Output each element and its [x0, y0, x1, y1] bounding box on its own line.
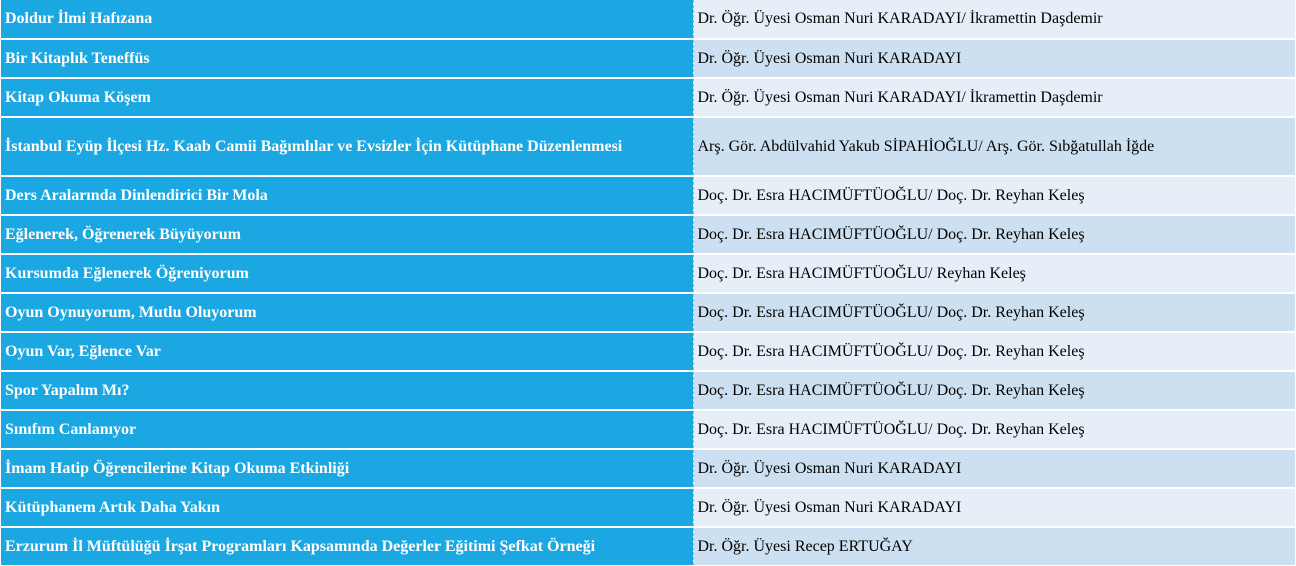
- responsible-cell: Doç. Dr. Esra HACIMÜFTÜOĞLU/ Doç. Dr. Reyhan Keleş: [693, 332, 1295, 371]
- project-cell: Spor Yapalım Mı?: [1, 371, 693, 410]
- table-row: [1, 488, 1295, 527]
- table-row: [1, 176, 1295, 215]
- responsible-cell: Dr. Öğr. Üyesi Osman Nuri KARADAYI/ İkramettin Daşdemir: [693, 0, 1295, 39]
- responsible-cell: Doç. Dr. Esra HACIMÜFTÜOĞLU/ Doç. Dr. Reyhan Keleş: [693, 176, 1295, 215]
- table-row: [1, 117, 1295, 176]
- responsible-cell: Dr. Öğr. Üyesi Osman Nuri KARADAYI/ İkramettin Daşdemir: [693, 78, 1295, 117]
- table-row: [1, 78, 1295, 117]
- responsible-cell: Dr. Öğr. Üyesi Recep ERTUĞAY: [693, 527, 1295, 566]
- project-cell: Bir Kitaplık Teneffüs: [1, 39, 693, 78]
- table-row: [1, 254, 1295, 293]
- table-row: [1, 332, 1295, 371]
- project-cell: Erzurum İl Müftülüğü İrşat Programları Kapsamında Değerler Eğitimi Şefkat Örneği: [1, 527, 693, 566]
- responsible-cell: Doç. Dr. Esra HACIMÜFTÜOĞLU/ Doç. Dr. Reyhan Keleş: [693, 410, 1295, 449]
- table-row: [1, 410, 1295, 449]
- table-row: [1, 215, 1295, 254]
- responsible-cell: Doç. Dr. Esra HACIMÜFTÜOĞLU/ Doç. Dr. Reyhan Keleş: [693, 215, 1295, 254]
- project-cell: Oyun Oynuyorum, Mutlu Oluyorum: [1, 293, 693, 332]
- table-row: [1, 527, 1295, 566]
- table-row: [1, 293, 1295, 332]
- table-row: [1, 449, 1295, 488]
- responsible-cell: Doç. Dr. Esra HACIMÜFTÜOĞLU/ Doç. Dr. Reyhan Keleş: [693, 371, 1295, 410]
- responsible-cell: Arş. Gör. Abdülvahid Yakub SİPAHİOĞLU/ Arş. Gör. Sıbğatullah İğde: [693, 117, 1295, 176]
- table-row: [1, 0, 1295, 39]
- table-row: [1, 39, 1295, 78]
- project-cell: Sınıfım Canlanıyor: [1, 410, 693, 449]
- responsible-cell: Dr. Öğr. Üyesi Osman Nuri KARADAYI: [693, 488, 1295, 527]
- project-cell: Kursumda Eğlenerek Öğreniyorum: [1, 254, 693, 293]
- project-cell: İmam Hatip Öğrencilerine Kitap Okuma Etkinliği: [1, 449, 693, 488]
- table-row: [1, 371, 1295, 410]
- project-cell: Oyun Var, Eğlence Var: [1, 332, 693, 371]
- responsible-cell: Dr. Öğr. Üyesi Osman Nuri KARADAYI: [693, 449, 1295, 488]
- project-cell: Ders Aralarında Dinlendirici Bir Mola: [1, 176, 693, 215]
- responsible-cell: Doç. Dr. Esra HACIMÜFTÜOĞLU/ Reyhan Keleş: [693, 254, 1295, 293]
- projects-table: [1, 0, 1295, 566]
- project-cell: Eğlenerek, Öğrenerek Büyüyorum: [1, 215, 693, 254]
- project-cell: Kitap Okuma Köşem: [1, 78, 693, 117]
- responsible-cell: Dr. Öğr. Üyesi Osman Nuri KARADAYI: [693, 39, 1295, 78]
- project-cell: Doldur İlmi Hafızana: [1, 0, 693, 39]
- project-cell: Kütüphanem Artık Daha Yakın: [1, 488, 693, 527]
- project-cell: İstanbul Eyüp İlçesi Hz. Kaab Camii Bağımlılar ve Evsizler İçin Kütüphane Düzenlenmesi: [1, 117, 693, 176]
- responsible-cell: Doç. Dr. Esra HACIMÜFTÜOĞLU/ Doç. Dr. Reyhan Keleş: [693, 293, 1295, 332]
